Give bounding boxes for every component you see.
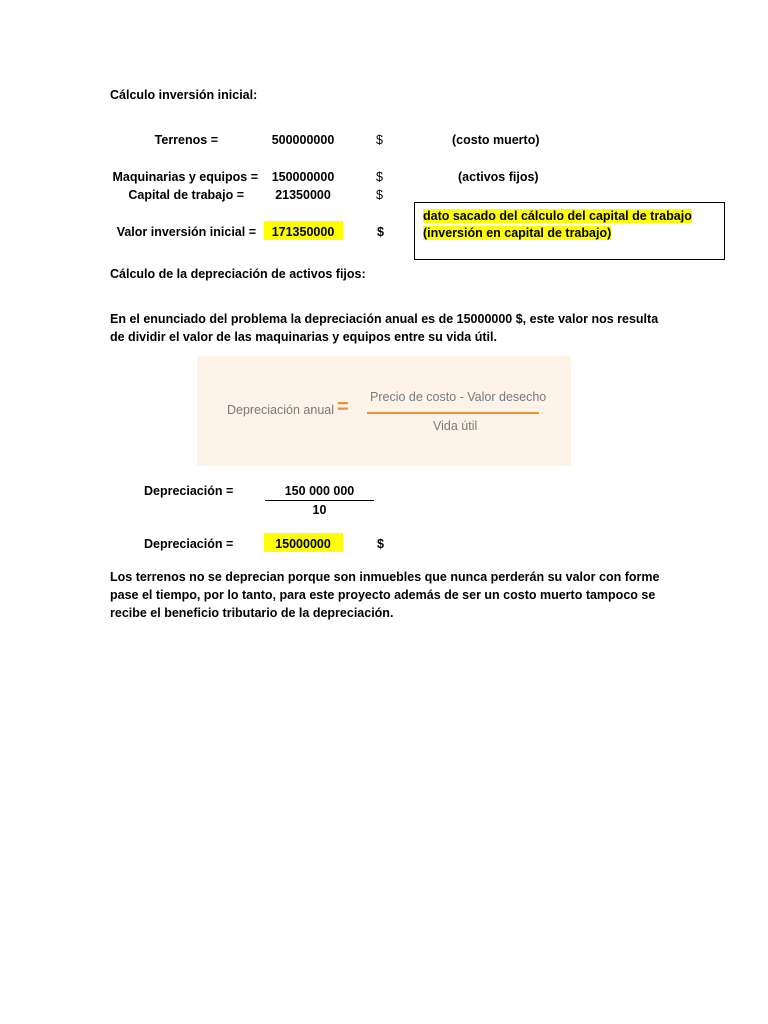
formula-numerator: Precio de costo - Valor desecho	[370, 390, 547, 404]
paragraph-depreciacion	[110, 310, 658, 346]
capital-currency: $	[376, 188, 383, 202]
maquinarias-note: (activos fijos)	[458, 170, 539, 184]
capital-label: Capital de trabajo =	[128, 188, 244, 202]
paragraph2-line1: Los terrenos no se deprecian porque son inmuebles que nunca perderán su valor con forme	[110, 570, 660, 584]
maquinarias-label: Maquinarias y equipos =	[112, 170, 258, 184]
capital-value: 21350000	[275, 188, 331, 202]
paragraph1-line2: de dividir el valor de las maquinarias y equipos entre su vida útil.	[110, 330, 497, 344]
formula-lhs: Depreciación anual	[227, 403, 335, 417]
paragraph1-line1: En el enunciado del problema la depreciación anual es de 15000000 $, este valor nos resulta	[110, 312, 659, 326]
formula-equals: =	[337, 396, 349, 418]
note-line-2: (inversión en capital de trabajo)	[423, 226, 612, 240]
paragraph2-line3: recibe el beneficio tributario de la depreciación.	[110, 606, 394, 620]
formula-denominator: Vida útil	[433, 419, 478, 433]
calc-label-1: Depreciación =	[144, 484, 234, 498]
calc-denominator: 10	[312, 503, 327, 517]
heading-depreciacion: Cálculo de la depreciación de activos fijos:	[110, 267, 366, 281]
terrenos-label: Terrenos =	[154, 133, 218, 147]
terrenos-note: (costo muerto)	[452, 133, 540, 147]
calc-fraction-line	[265, 500, 374, 501]
calc-numerator: 150 000 000	[284, 484, 355, 498]
total-label: Valor inversión inicial =	[116, 225, 256, 239]
calc-result: 15000000	[275, 537, 331, 551]
formula-fraction-bar	[367, 412, 539, 414]
paragraph-terrenos	[110, 568, 659, 622]
terrenos-currency: $	[376, 133, 383, 147]
total-currency: $	[377, 225, 384, 239]
terrenos-value: 500000000	[271, 133, 335, 147]
total-value: 171350000	[271, 225, 335, 239]
heading-inversion-inicial: Cálculo inversión inicial:	[110, 88, 258, 102]
calc-currency: $	[377, 537, 384, 551]
note-line-1: dato sacado del cálculo del capital de trabajo	[423, 209, 692, 223]
maquinarias-currency: $	[376, 170, 383, 184]
note-box	[414, 202, 725, 260]
calc-label-2: Depreciación =	[144, 537, 234, 551]
paragraph2-line2: pase el tiempo, por lo tanto, para este proyecto además de ser un costo muerto tampoco se	[110, 588, 656, 602]
maquinarias-value: 150000000	[271, 170, 335, 184]
formula-image	[197, 356, 571, 466]
